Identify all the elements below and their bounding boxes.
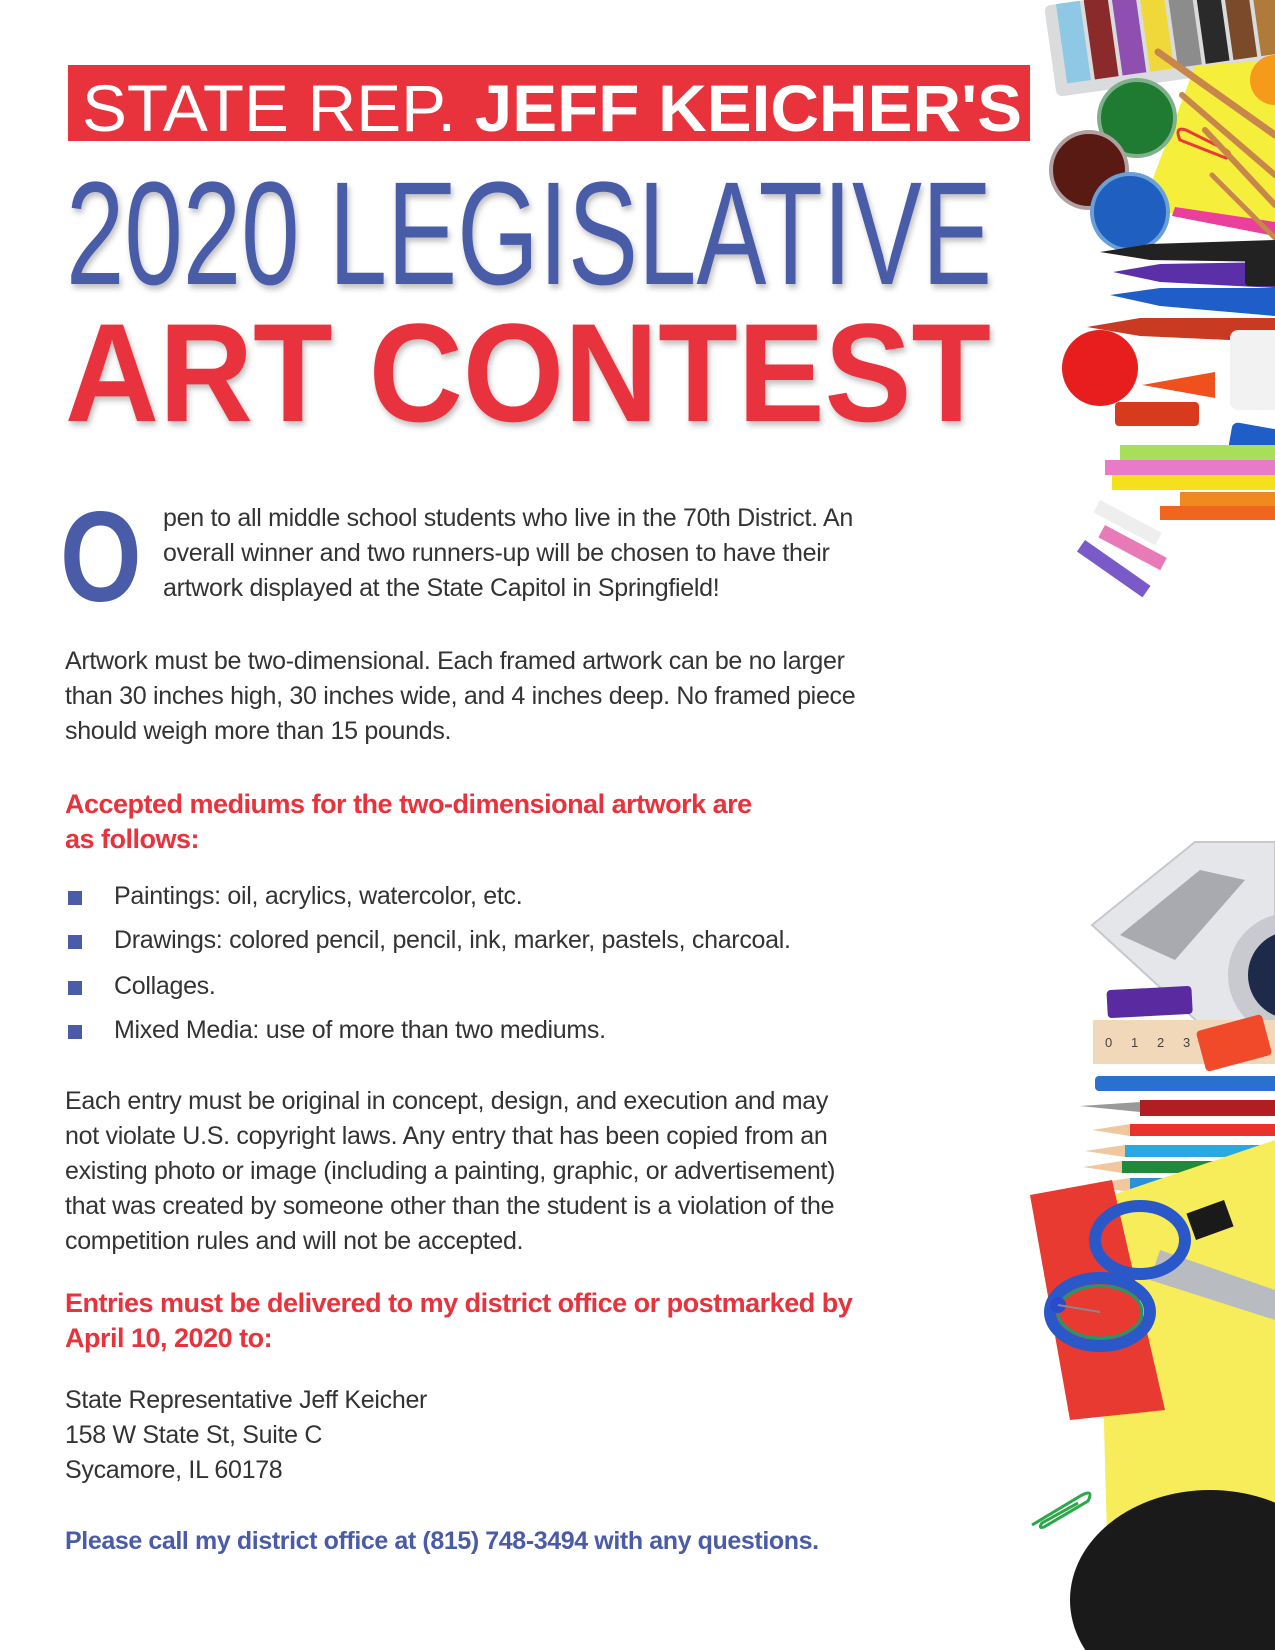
address-line: Sycamore, IL 60178 bbox=[65, 1456, 283, 1484]
square-bullet-icon bbox=[68, 891, 82, 905]
list-item-text: Mixed Media: use of more than two mediums. bbox=[114, 1016, 606, 1044]
crayons bbox=[1077, 445, 1275, 597]
banner-text bbox=[68, 65, 1030, 145]
list-item bbox=[68, 1013, 968, 1053]
marker-cap bbox=[1115, 402, 1199, 426]
mediums-list bbox=[68, 879, 968, 1059]
mailing-address bbox=[65, 1383, 427, 1488]
text-line: that was created by someone other than the student is a violation of the bbox=[65, 1192, 835, 1220]
list-item bbox=[68, 923, 968, 963]
text-line: should weigh more than 15 pounds. bbox=[65, 717, 452, 745]
green-paperclip-icon bbox=[1032, 1493, 1090, 1528]
ruler-number: 1 bbox=[1131, 1035, 1139, 1050]
list-item-text: Drawings: colored pencil, pencil, ink, marker, pastels, charcoal. bbox=[114, 926, 791, 954]
tape-roll bbox=[1070, 1490, 1275, 1650]
list-item-text: Paintings: oil, acrylics, watercolor, etc. bbox=[114, 882, 523, 910]
banner-light: STATE REP. bbox=[82, 71, 449, 145]
text-line: not violate U.S. copyright laws. Any entry that has been copied from an bbox=[65, 1122, 828, 1150]
drop-cap: O bbox=[60, 486, 142, 629]
ruler-number: 2 bbox=[1157, 1035, 1165, 1050]
square-bullet-icon bbox=[68, 1025, 82, 1039]
list-item bbox=[68, 969, 968, 1009]
blue-paint-icon bbox=[1092, 174, 1168, 250]
purple-cap bbox=[1106, 986, 1192, 1018]
list-item-text: Collages. bbox=[114, 972, 216, 1000]
svg-text:STATE REP. JEFF KEICHER'S bbox=[82, 71, 1022, 145]
square-bullet-icon bbox=[68, 935, 82, 949]
contact-line: Please call my district office at (815) 748-3494 with any questions. bbox=[65, 1527, 819, 1555]
red-paint-icon bbox=[1062, 330, 1138, 406]
art-supplies-image bbox=[1020, 0, 1275, 1650]
address-line: 158 W State St, Suite C bbox=[65, 1421, 323, 1449]
mediums-heading bbox=[65, 787, 752, 857]
originality-paragraph bbox=[65, 1084, 835, 1259]
text-line: competition rules and will not be accepted. bbox=[65, 1227, 524, 1255]
text-line: than 30 inches high, 30 inches wide, and 4 inches deep. No framed piece bbox=[65, 682, 856, 710]
title-line-1: 2020 LEGISLATIVE bbox=[66, 152, 992, 316]
heading-line: Entries must be delivered to my district office or postmarked by bbox=[65, 1288, 853, 1318]
text-line: pen to all middle school students who live in the 70th District. An bbox=[163, 504, 854, 532]
banner-bold: JEFF KEICHER'S bbox=[474, 71, 1012, 145]
heading-line: as follows: bbox=[65, 824, 200, 854]
text-line: existing photo or image (including a painting, graphic, or advertisement) bbox=[65, 1157, 836, 1185]
ruler-number: 3 bbox=[1183, 1035, 1191, 1050]
header-banner bbox=[68, 65, 1030, 145]
text-line: Artwork must be two-dimensional. Each framed artwork can be no larger bbox=[65, 647, 845, 675]
text-line: artwork displayed at the State Capitol in Springfield! bbox=[163, 574, 720, 602]
page-title bbox=[0, 152, 1020, 451]
intro-paragraph bbox=[163, 501, 853, 606]
address-line: State Representative Jeff Keicher bbox=[65, 1386, 428, 1414]
markers bbox=[1087, 240, 1275, 342]
title-line-2: ART CONTEST bbox=[65, 294, 991, 451]
square-bullet-icon bbox=[68, 981, 82, 995]
text-line: overall winner and two runners-up will be chosen to have their bbox=[163, 539, 830, 567]
glue-bottle bbox=[1230, 330, 1275, 410]
ruler-number: 0 bbox=[1105, 1035, 1113, 1050]
deadline-heading bbox=[65, 1286, 852, 1356]
heading-line: April 10, 2020 to: bbox=[65, 1323, 273, 1353]
text-line: Each entry must be original in concept, design, and execution and may bbox=[65, 1087, 829, 1115]
list-item bbox=[68, 879, 968, 919]
heading-line: Accepted mediums for the two-dimensional artwork are bbox=[65, 789, 752, 819]
size-rules-paragraph bbox=[65, 644, 855, 749]
glue-cap bbox=[1142, 372, 1215, 398]
